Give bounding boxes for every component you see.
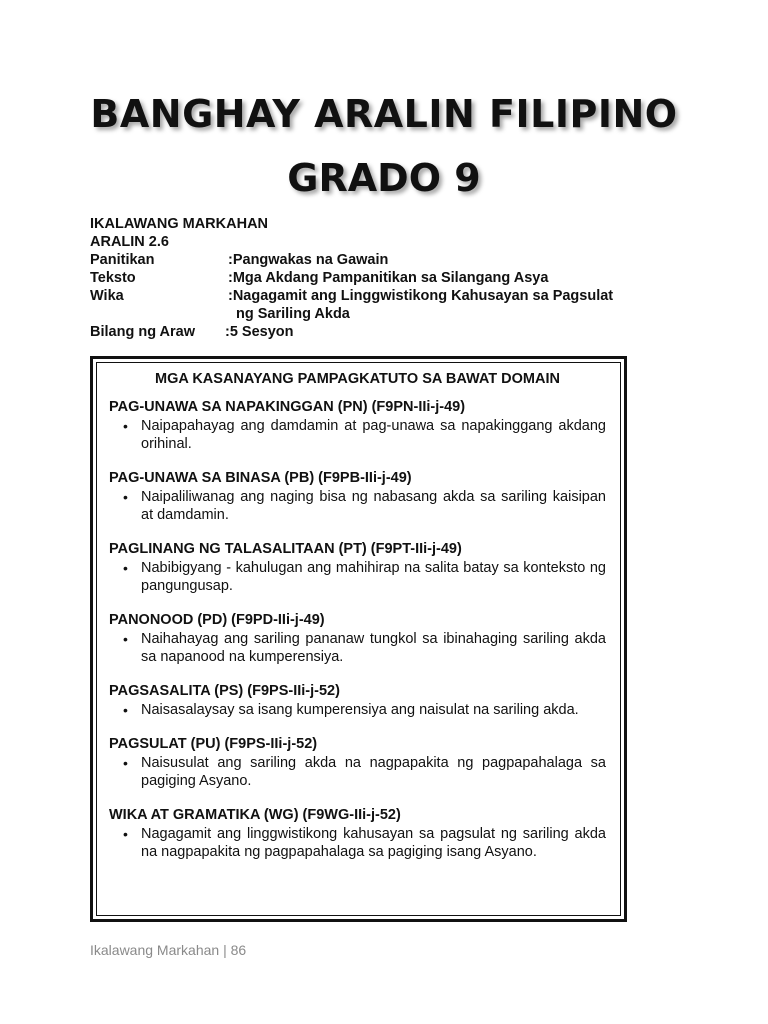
info-value: :5 Sesyon <box>225 324 294 340</box>
bullet-icon: • <box>123 418 128 434</box>
info-value: :Nagagamit ang Linggwistikong Kahusayan sa Pagsulat <box>228 288 614 304</box>
list-item: • Nagagamit ang linggwistikong kahusayan sa pagsulat ng sariling akda na nagpapakita ng pagpapahalaga sa pagiging isang Asyano. <box>123 826 606 860</box>
section-heading: PAGSULAT (PU) (F9PS-IIi-j-52) <box>109 736 318 752</box>
bullet-icon: • <box>123 489 128 505</box>
section-heading: WIKA AT GRAMATIKA (WG) (F9WG-IIi-j-52) <box>109 807 401 823</box>
domain-section <box>109 541 606 595</box>
lesson-label: ARALIN 2.6 <box>90 234 169 250</box>
domain-section <box>109 807 606 861</box>
info-value: :Mga Akdang Pampanitikan sa Silangang Asya <box>228 270 549 286</box>
bullet-icon: • <box>123 755 128 771</box>
document-title: BANGHAY ARALIN FILIPINO <box>90 92 678 136</box>
info-row-wika <box>90 287 648 323</box>
list-item: • Nabibigyang - kahulugan ang mahihirap na salita batay sa konteksto ng pangungusap. <box>123 560 606 594</box>
domain-section <box>109 683 606 719</box>
domain-section <box>109 470 606 524</box>
section-heading: PAG-UNAWA SA BINASA (PB) (F9PB-IIi-j-49) <box>109 470 412 486</box>
list-item: • Naisasalaysay sa isang kumperensiya ang naisulat na sariling akda. <box>123 702 579 718</box>
section-heading: PANONOOD (PD) (F9PD-IIi-j-49) <box>109 612 325 628</box>
info-label: Teksto <box>90 270 136 286</box>
lesson-info <box>90 215 648 341</box>
domain-section <box>109 736 606 790</box>
info-row-bilang <box>90 323 648 341</box>
list-item: • Naipaliliwanag ang naging bisa ng nabasang akda sa sariling kaisipan at damdamin. <box>123 489 606 523</box>
info-label: Wika <box>90 288 124 304</box>
domain-section <box>109 399 606 453</box>
list-item: • Naihahayag ang sariling pananaw tungkol sa ibinahaging sariling akda sa napanood na kumperensiya. <box>123 631 606 665</box>
section-heading: PAGSASALITA (PS) (F9PS-IIi-j-52) <box>109 683 340 699</box>
domain-section <box>109 612 606 666</box>
bullet-icon: • <box>123 560 128 576</box>
domain-competencies-box <box>90 356 627 922</box>
quarter-label: IKALAWANG MARKAHAN <box>90 216 269 232</box>
info-row-panitikan <box>90 251 648 269</box>
box-title: MGA KASANAYANG PAMPAGKATUTO SA BAWAT DOMAIN <box>155 371 560 387</box>
info-value-continued: ng Sariling Akda <box>236 306 350 322</box>
list-item: • Naisusulat ang sariling akda na nagpapakita ng pagpapahalaga sa pagiging Asyano. <box>123 755 606 789</box>
page-footer: Ikalawang Markahan | 86 <box>90 942 247 958</box>
info-value: :Pangwakas na Gawain <box>228 252 389 268</box>
bullet-icon: • <box>123 826 128 842</box>
bullet-icon: • <box>123 631 128 647</box>
grade-title: GRADO 9 <box>287 156 481 200</box>
section-heading: PAG-UNAWA SA NAPAKINGGAN (PN) (F9PN-IIi-j-49) <box>109 399 466 415</box>
info-label: Bilang ng Araw <box>90 324 195 340</box>
list-item: • Naipapahayag ang damdamin at pag-unawa sa napakinggang akdang orihinal. <box>123 418 606 452</box>
bullet-icon: • <box>123 702 128 718</box>
info-row-teksto <box>90 269 648 287</box>
section-heading: PAGLINANG NG TALASALITAAN (PT) (F9PT-IIi-j-49) <box>109 541 462 557</box>
info-label: Panitikan <box>90 252 155 268</box>
